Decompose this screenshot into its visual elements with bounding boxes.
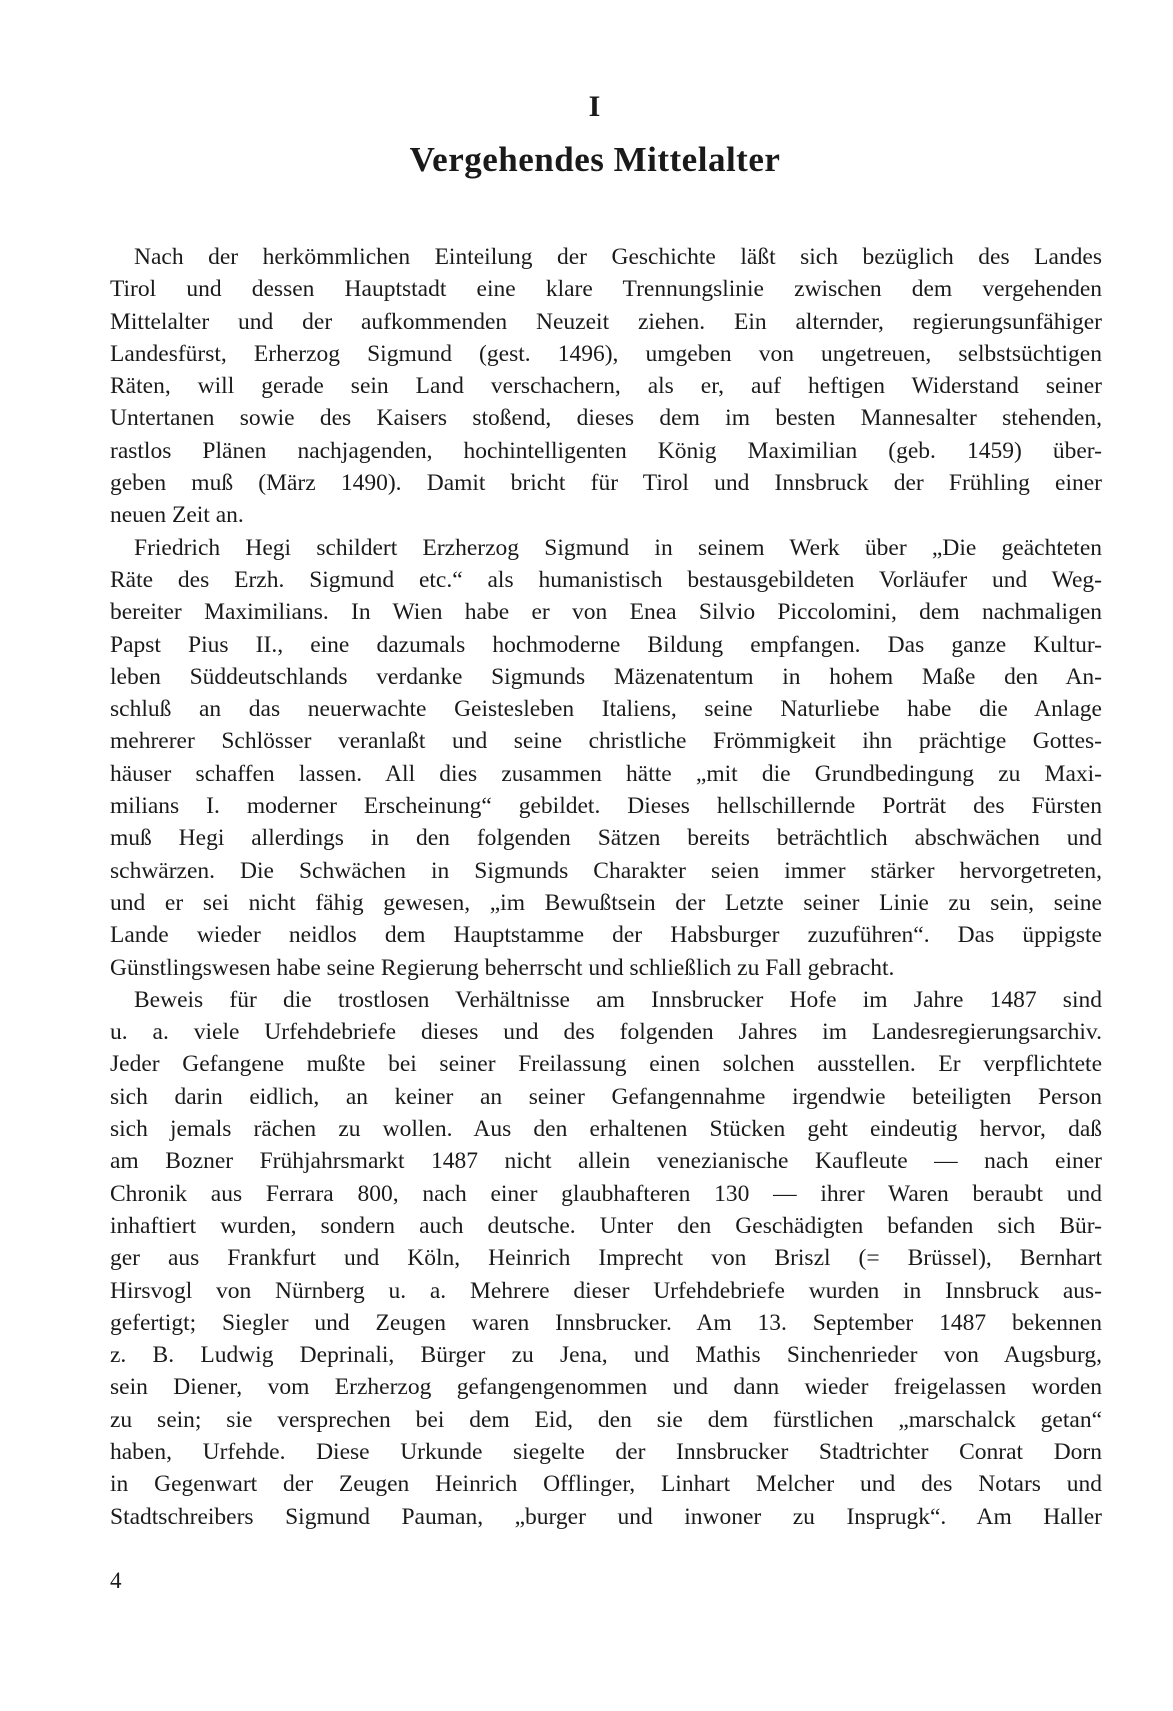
text-line: Landesfürst, Erherzog Sigmund (gest. 1496), umgeben von ungetreuen, selbstsüchtigen	[110, 340, 1102, 367]
text-line: muß Hegi allerdings in den folgenden Sätzen bereits beträchtlich abschwächen und	[110, 825, 1102, 852]
text-line: Räten, will gerade sein Land verschachern, als er, auf heftigen Widerstand seiner	[110, 373, 1102, 400]
paragraph-2	[110, 532, 1102, 984]
text-line: und er sei nicht fähig gewesen, „im Bewußtsein der Letzte seiner Linie zu sein, seine	[110, 889, 1102, 916]
body-text	[110, 241, 1102, 1533]
text-line: Tirol und dessen Hauptstadt eine klare Trennungslinie zwischen dem vergehenden	[110, 276, 1102, 303]
chapter-number: I	[588, 90, 602, 123]
text-line: häuser schaffen lassen. All dies zusammen hätte „mit die Grundbedingung zu Maxi-	[110, 760, 1102, 787]
text-line: geben muß (März 1490). Damit bricht für Tirol und Innsbruck der Frühling einer	[110, 470, 1102, 497]
text-line: am Bozner Frühjahrsmarkt 1487 nicht allein venezianische Kaufleute — nach einer	[110, 1148, 1102, 1175]
chapter-title: Vergehendes Mittelalter	[409, 140, 781, 179]
text-line: Jeder Gefangene mußte bei seiner Freilassung einen solchen ausstellen. Er verpflichtete	[110, 1051, 1102, 1078]
text-line: Mittelalter und der aufkommenden Neuzeit ziehen. Ein alternder, regierungsunfähiger	[110, 308, 1102, 335]
paragraph-1	[110, 241, 1102, 532]
text-line: Räte des Erzh. Sigmund etc.“ als humanistisch bestausgebildeten Vorläufer und Weg-	[110, 566, 1102, 593]
text-line: gefertigt; Siegler und Zeugen waren Innsbrucker. Am 13. September 1487 bekennen	[110, 1309, 1102, 1336]
text-line: Untertanen sowie des Kaisers stoßend, dieses dem im besten Mannesalter stehenden,	[110, 405, 1102, 432]
text-line: Lande wieder neidlos dem Hauptstamme der Habsburger zuzuführen“. Das üppigste	[110, 922, 1102, 949]
text-line: in Gegenwart der Zeugen Heinrich Offlinger, Linhart Melcher und des Notars und	[110, 1471, 1102, 1498]
text-line: sein Diener, vom Erzherzog gefangengenommen und dann wieder freigelassen worden	[110, 1374, 1102, 1401]
text-line: sich jemals rächen zu wollen. Aus den erhaltenen Stücken geht eindeutig hervor, daß	[110, 1116, 1102, 1143]
text-line: schwärzen. Die Schwächen in Sigmunds Charakter seien immer stärker hervorgetreten,	[110, 857, 1102, 884]
text-line: z. B. Ludwig Deprinali, Bürger zu Jena, und Mathis Sinchenrieder von Augsburg,	[110, 1342, 1102, 1369]
text-line: Friedrich Hegi schildert Erzherzog Sigmund in seinem Werk über „Die geächteten	[134, 534, 1102, 561]
text-line: schluß an das neuerwachte Geistesleben Italiens, seine Naturliebe habe die Anlage	[110, 696, 1102, 723]
text-line: haben, Urfehde. Diese Urkunde siegelte der Innsbrucker Stadtrichter Conrat Dorn	[110, 1438, 1102, 1465]
text-line: Günstlingswesen habe seine Regierung beherrscht und schließlich zu Fall gebracht.	[110, 954, 895, 981]
text-line: bereiter Maximilians. In Wien habe er von Enea Silvio Piccolomini, dem nachmaligen	[110, 599, 1102, 626]
text-line: milians I. moderner Erscheinung“ gebildet. Dieses hellschillernde Porträt des Fürsten	[110, 793, 1102, 820]
text-line: rastlos Plänen nachjagenden, hochintelligenten König Maximilian (geb. 1459) über-	[110, 437, 1102, 464]
text-line: Stadtschreibers Sigmund Pauman, „burger und inwoner zu Insprugk“. Am Haller	[110, 1503, 1102, 1530]
text-line: sich darin eidlich, an keiner an seiner Gefangennahme irgendwie beteiligten Person	[110, 1083, 1102, 1110]
text-line: neuen Zeit an.	[110, 502, 244, 529]
text-line: Beweis für die trostlosen Verhältnisse am Innsbrucker Hofe im Jahre 1487 sind	[134, 986, 1102, 1013]
text-line: Chronik aus Ferrara 800, nach einer glaubhafteren 130 — ihrer Waren beraubt und	[110, 1180, 1102, 1207]
text-line: Papst Pius II., eine dazumals hochmoderne Bildung empfangen. Das ganze Kultur-	[110, 631, 1102, 658]
text-line: leben Süddeutschlands verdanke Sigmunds Mäzenatentum in hohem Maße den An-	[110, 663, 1102, 690]
text-line: zu sein; sie versprechen bei dem Eid, den sie dem fürstlichen „marschalck getan“	[110, 1406, 1102, 1433]
page-number: 4	[110, 1568, 122, 1593]
text-line: Nach der herkömmlichen Einteilung der Geschichte läßt sich bezüglich des Landes	[134, 244, 1102, 270]
text-line: mehrerer Schlösser veranlaßt und seine christliche Frömmigkeit ihn prächtige Gottes-	[110, 728, 1102, 755]
text-line: u. a. viele Urfehdebriefe dieses und des folgenden Jahres im Landesregierungsarchiv.	[110, 1019, 1102, 1046]
paragraph-3	[110, 984, 1102, 1533]
text-line: Hirsvogl von Nürnberg u. a. Mehrere dieser Urfehdebriefe wurden in Innsbruck aus-	[110, 1277, 1102, 1304]
text-line: ger aus Frankfurt und Köln, Heinrich Imprecht von Briszl (= Brüssel), Bernhart	[110, 1245, 1102, 1272]
text-line: inhaftiert wurden, sondern auch deutsche. Unter den Geschädigten befanden sich Bür-	[110, 1212, 1102, 1239]
